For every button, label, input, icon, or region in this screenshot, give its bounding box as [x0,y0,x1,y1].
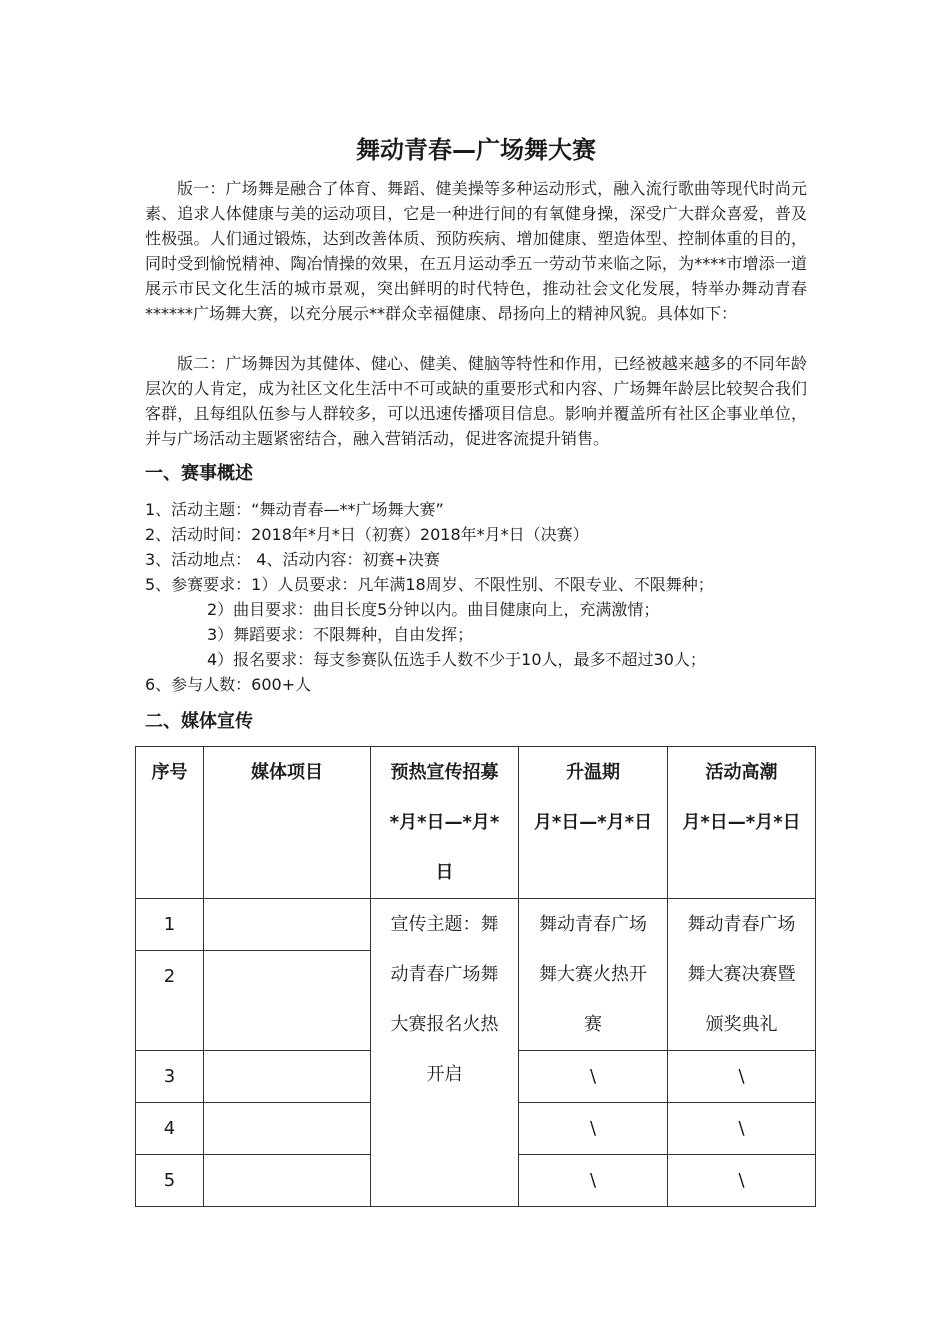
list-item: 5、参赛要求：1）人员要求：凡年满18周岁、不限性别、不限专业、不限舞种； [145,575,714,594]
table-row [136,899,816,951]
warm-cell: 舞动青春广场 舞大赛火热开 赛 [519,899,668,1051]
row-seq: 3 [136,1051,204,1103]
section-heading-overview: 一、赛事概述 [145,463,253,484]
intro-paragraph-2: 版二：广场舞因为其健体、健心、健美、健脑等特性和作用，已经被越来越多的不同年龄层次的人肯定，成为社区文化生活中不可或缺的重要形式和内容、广场舞年龄层比较契合我们客群，且每组队伍参与人群较多，可以迅速传播项目信息。影响并覆盖所有社区企事业单位，并与广场活动主题紧密结合，融入营销活动，促进客流提升销售。 [145,354,807,448]
page-title: 舞动青春—广场舞大赛 [356,136,596,164]
header-seq: 序号 [136,747,204,899]
climax-empty-mark: \ [668,1103,816,1155]
row-media-cell [204,1051,371,1103]
list-item: 4）报名要求：每支参赛队伍选手人数不少于10人，最多不超过30人； [207,650,706,669]
header-preheat: 预热宣传招募 *月*日—*月* 日 [371,747,519,899]
header-media: 媒体项目 [204,747,371,899]
row-seq: 4 [136,1103,204,1155]
climax-empty-mark: \ [668,1155,816,1207]
warm-empty-mark: \ [519,1155,668,1207]
section-heading-media: 二、媒体宣传 [145,711,253,732]
media-table [135,746,816,1207]
header-warm: 升温期 月*日—*月*日 [519,747,668,899]
list-item: 2、活动时间：2018年*月*日（初赛）2018年*月*日（决赛） [145,525,589,544]
list-item: 6、参与人数：600+人 [145,675,312,694]
header-climax: 活动高潮 月*日—*月*日 [668,747,816,899]
warm-empty-mark: \ [519,1051,668,1103]
row-seq: 5 [136,1155,204,1207]
row-media-cell [204,1103,371,1155]
climax-cell: 舞动青春广场 舞大赛决赛暨 颁奖典礼 [668,899,816,1051]
climax-empty-mark: \ [668,1051,816,1103]
warm-empty-mark: \ [519,1103,668,1155]
row-seq: 2 [136,951,204,1051]
row-seq: 1 [136,899,204,951]
intro-paragraph-1: 版一：广场舞是融合了体育、舞蹈、健美操等多种运动形式，融入流行歌曲等现代时尚元素、追求人体健康与美的运动项目，它是一种进行间的有氧健身操，深受广大群众喜爱，普及性极强。人们通过锻炼，达到改善体质、预防疾病、增加健康、塑造体型、控制体重的目的，同时受到愉悦精神、陶冶情操的效果，在五月运动季五一劳动节来临之际，为****市增添一道展示市民文化生活的城市景观，突出鲜明的时代特色，推动社会文化发展，特举办舞动青春******广场舞大赛，以充分展示**群众幸福健康、昂扬向上的精神风貌。具体如下： [145,179,807,323]
list-item: 1、活动主题：“舞动青春—**广场舞大赛” [145,500,444,519]
row-media-cell [204,1155,371,1207]
list-item: 2）曲目要求：曲目长度5分钟以内。曲目健康向上，充满激情； [207,600,660,619]
row-media-cell [204,951,371,1051]
list-item: 3）舞蹈要求：不限舞种，自由发挥； [207,625,474,644]
preheat-cell: 宣传主题：舞 动青春广场舞 大赛报名火热 开启 [371,899,519,1207]
row-media-cell [204,899,371,951]
list-item: 3、活动地点： 4、活动内容：初赛+决赛 [145,550,440,569]
table-header-row [136,747,816,899]
